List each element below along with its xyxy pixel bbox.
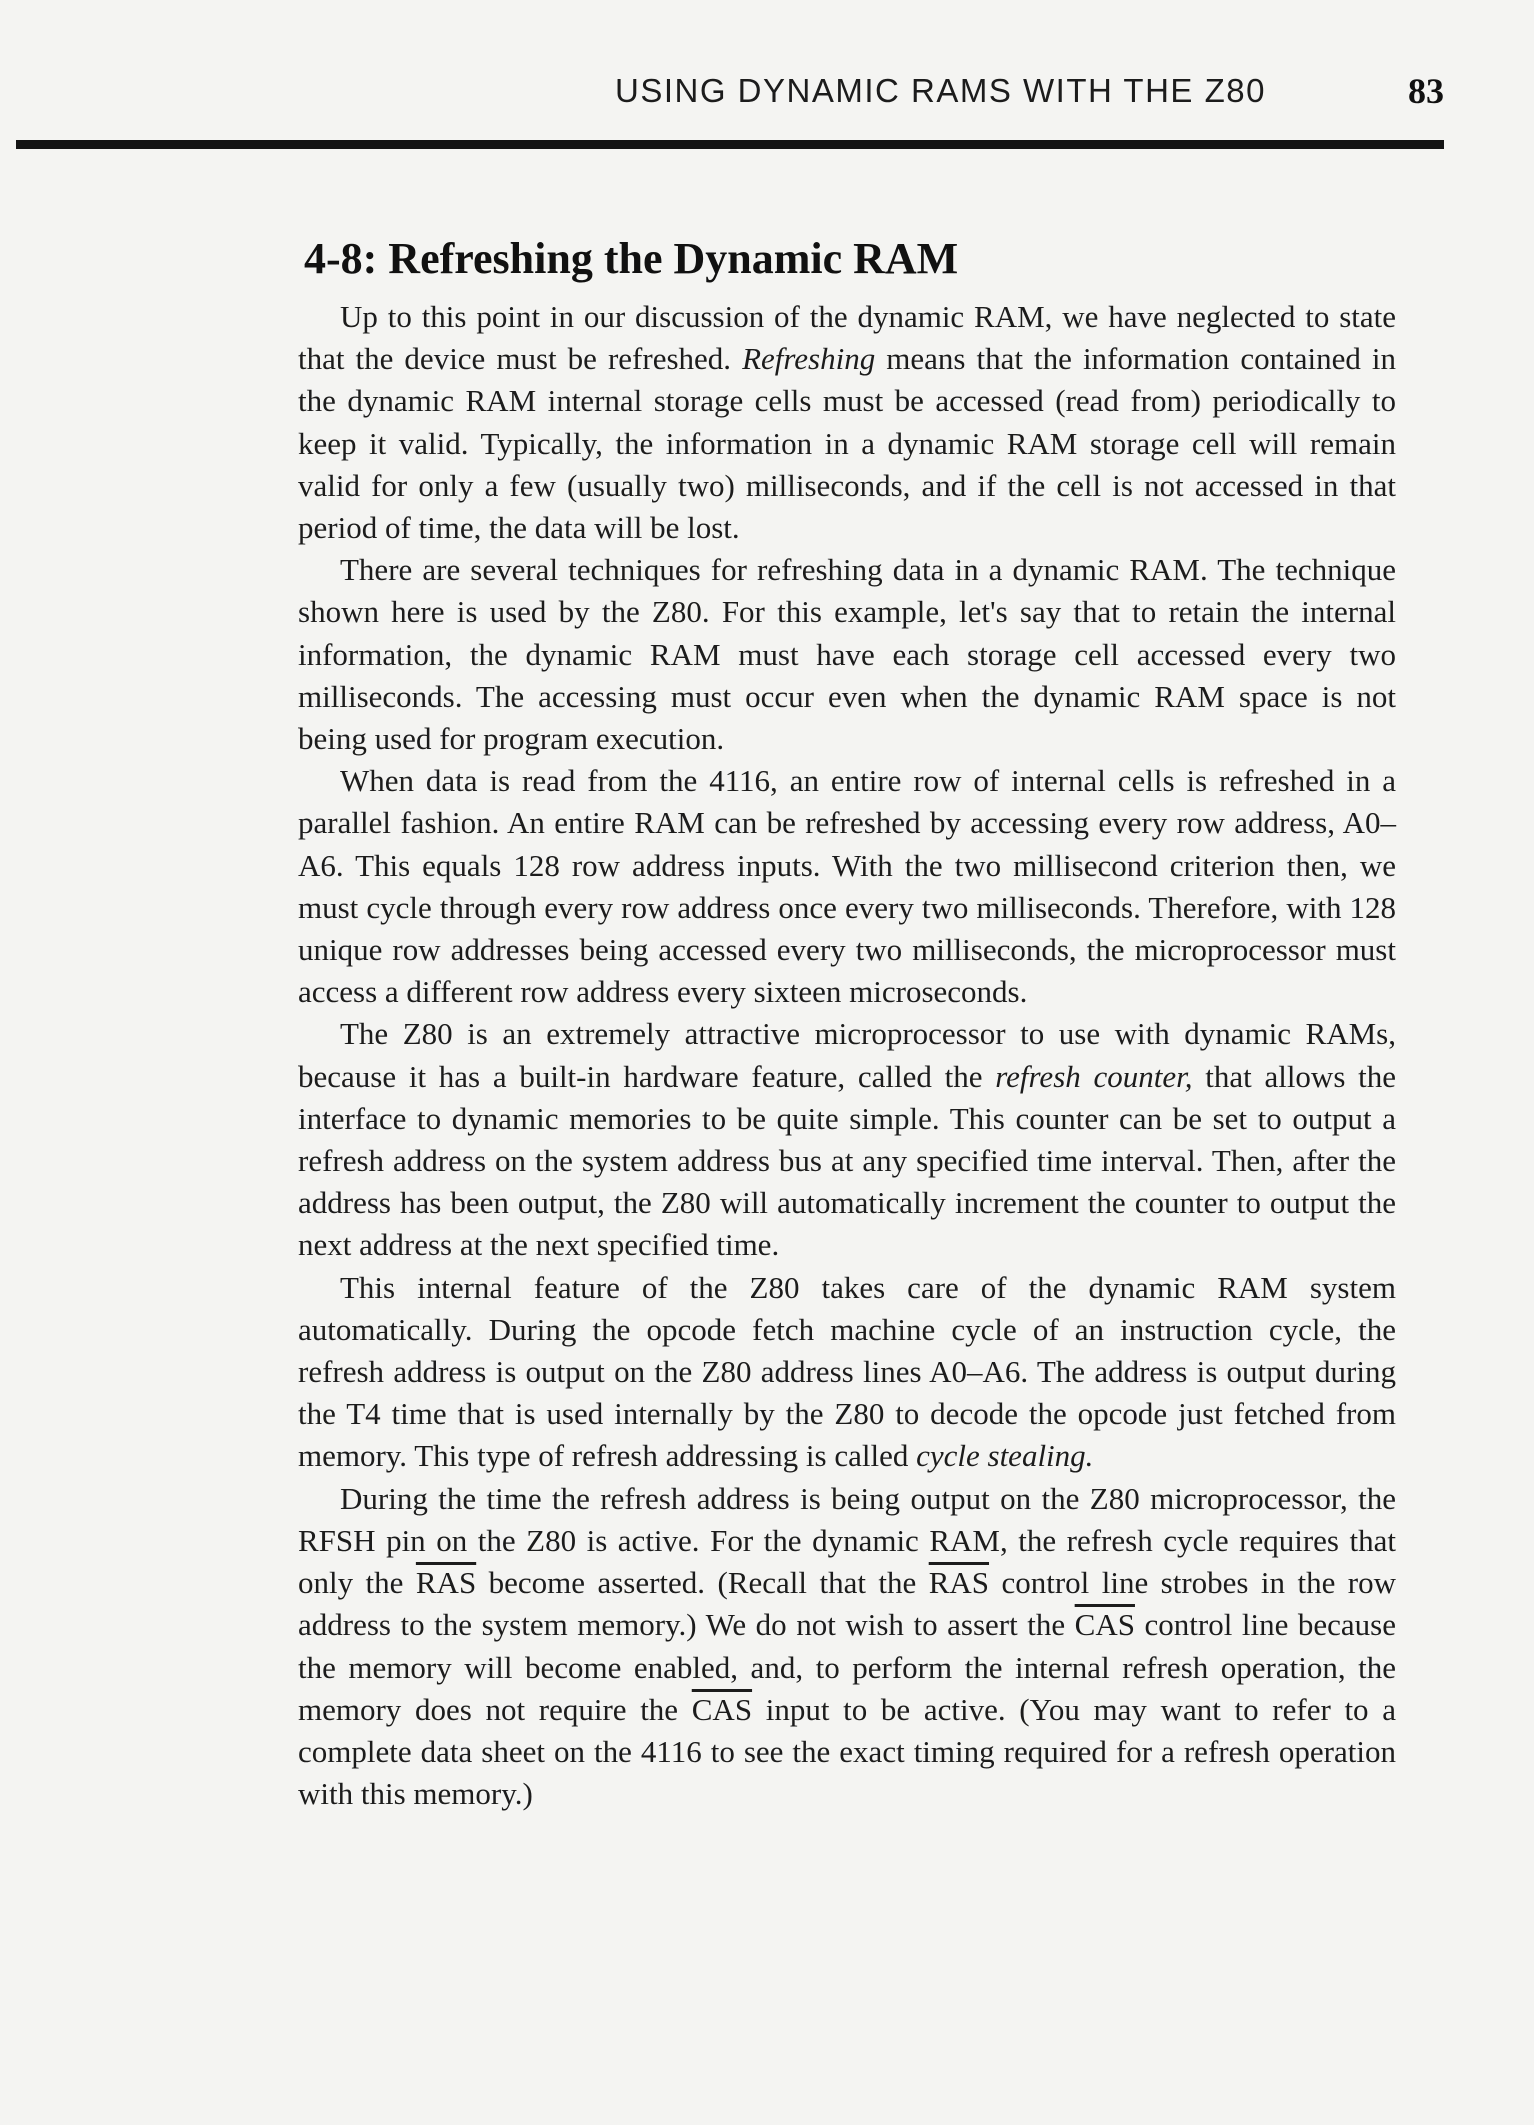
section-heading: 4-8: Refreshing the Dynamic RAM [304,234,959,283]
paragraph-refresh-techniques [298,549,1396,760]
text-run: Up to this point in our discussion of the dynamic RAM, we have neglected to state that the device must be refreshed. [298,299,1396,377]
running-title: USING DYNAMIC RAMS WITH THE Z80 [615,72,1266,109]
signal-cas-overbar: $\overline{CAS}$ [691,1691,753,1727]
signal-ras-overbar: $\overline{RAS}$ [928,1565,990,1601]
italic-term-cycle-stealing: cycle stealing. [916,1438,1094,1474]
paragraph-refresh-counter [298,1013,1396,1266]
running-head [0,71,1444,122]
text-run: When data is read from the 4116, an entire row of internal cells is refreshed in a parallel fashion. An entire RAM can be refreshed by accessing every row address, A0–A6. This equals 128 row address inputs. With the two millisecond criterion then, we must cycle through every row address once every two milliseconds. Therefore, with 128 unique row addresses being accessed every two milliseconds, the microprocessor must access a different row address every sixteen microseconds. [298,763,1396,1010]
header-rule [16,140,1444,149]
text-run: This internal feature of the Z80 takes care of the dynamic RAM system automatically. During the opcode fetch machine cycle of an instruction cycle, the refresh address is output on the Z80 address lines A0–A6. The address is output during the T4 time that is used internally by the Z80 to decode the opcode just fetched from memory. This type of refresh addressing is called [298,1269,1396,1474]
text-run: control line because the memory will become enabled, and, to perform the internal refresh operation, the memory does not require the [298,1607,1396,1727]
signal-ras-overbar: $\overline{RAS}$ [415,1565,477,1601]
body-text [298,296,1396,1815]
text-run: become asserted. (Recall that the [476,1565,929,1601]
paragraph-rfsh-pin [298,1478,1396,1816]
text-run: that allows the interface to dynamic memories to be quite simple. This counter can be set to output a refresh address on the system address bus at any specified time interval. Then, after the address has been output, the Z80 will automatically increment the counter to output the next address at the next specified time. [298,1058,1396,1263]
signal-cas-overbar: $\overline{CAS}$ [1074,1607,1135,1643]
italic-term-refresh-counter: refresh counter, [995,1058,1193,1094]
page-number: 83 [1408,71,1444,111]
paragraph-cycle-stealing [298,1267,1396,1478]
paragraph-row-refresh [298,760,1396,1013]
text-run: The Z80 is an extremely attractive microprocessor to use with dynamic RAMs, because it has a built-in hardware feature, called the [298,1016,1396,1094]
text-run: means that the information contained in the dynamic RAM internal storage cells must be accessed (read from) periodically to keep it valid. Typically, the information in a dynamic RAM storage cell will remain valid for only a few (usually two) milliseconds, and if the cell is not accessed in that period of time, the data will be lost. [298,341,1396,546]
paragraph-refreshing-definition [298,296,1396,549]
text-run: There are several techniques for refreshing data in a dynamic RAM. The technique shown here is used by the Z80. For this example, let's say that to retain the internal information, the dynamic RAM must have each storage cell accessed every two milliseconds. The accessing must occur even when the dynamic RAM space is not being used for program execution. [298,552,1396,757]
text-run: During the time the refresh address is being output on the Z80 microprocessor, the RFSH pin on the Z80 is active. For the dynamic RAM, the refresh cycle requires that only the [298,1480,1396,1601]
text-run: control line strobes in the row address to the system memory.) We do not wish to assert the [298,1565,1396,1643]
italic-term-refreshing: Refreshing [742,341,876,377]
text-run: input to be active. (You may want to refer to a complete data sheet on the 4116 to see the exact timing required for a refresh operation with this memory.) [298,1691,1396,1812]
